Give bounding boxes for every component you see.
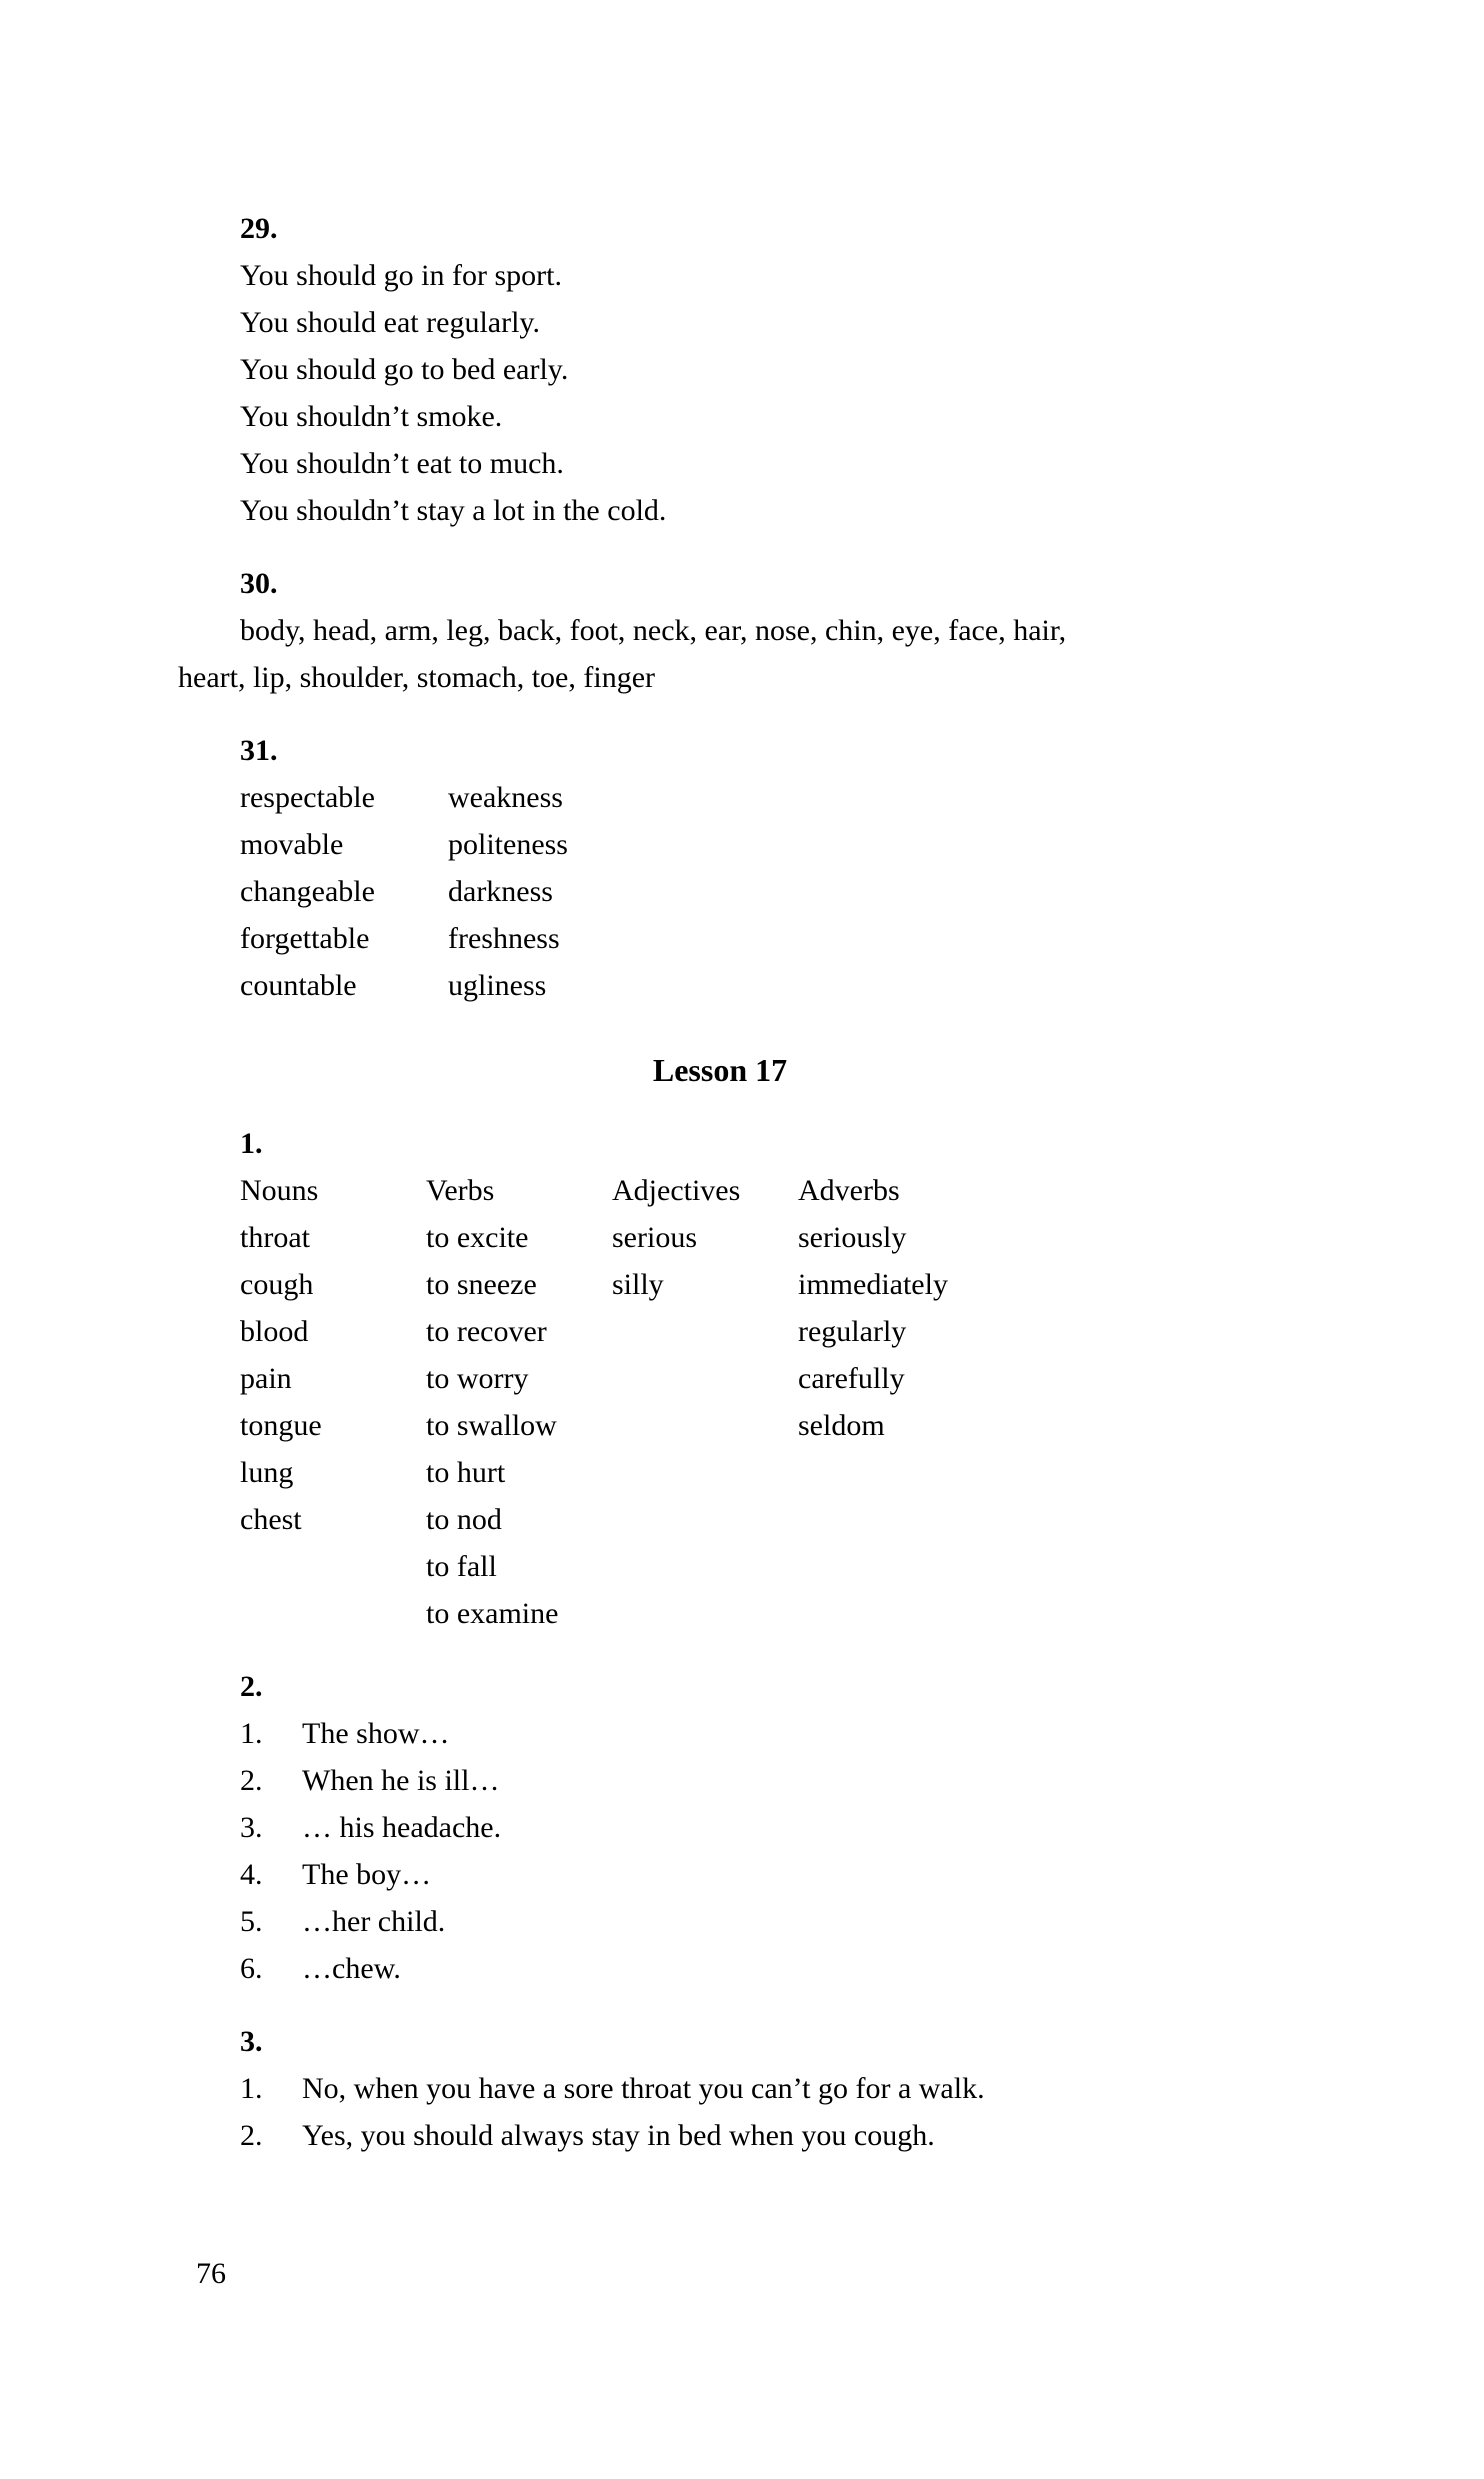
cell-verb: to fall	[426, 1550, 497, 1583]
column-header-nouns: Nouns	[240, 1174, 319, 1207]
column-header-adjectives: Adjectives	[612, 1174, 741, 1207]
exercise-2-list	[240, 1710, 1320, 1992]
table-row	[240, 1355, 1320, 1402]
cell-adjective	[612, 1449, 798, 1496]
table-row	[240, 1496, 1320, 1543]
list-item-number: 1.	[240, 2072, 263, 2105]
list-item-text: When he is ill…	[302, 1764, 500, 1797]
list-item-number: 2.	[240, 1764, 263, 1797]
table-row	[240, 962, 1320, 1009]
list-item-number: 6.	[240, 1952, 263, 1985]
cell-word: darkness	[448, 875, 553, 908]
exercise-3-label: 3.	[240, 2025, 263, 2058]
table-row	[240, 868, 1320, 915]
cell-noun: lung	[240, 1456, 294, 1489]
cell-noun: cough	[240, 1268, 314, 1301]
cell-noun: pain	[240, 1362, 292, 1395]
table-row	[240, 1261, 1320, 1308]
list-item-text: Yes, you should always stay in bed when you cough.	[302, 2119, 935, 2152]
list-item	[240, 1945, 1320, 1992]
cell-adverb	[798, 1543, 1038, 1590]
exercise-1-label: 1.	[240, 1127, 263, 1160]
cell-verb: to recover	[426, 1315, 547, 1348]
exercise-1-table	[240, 1167, 1320, 1637]
cell-adverb	[798, 1590, 1038, 1637]
list-item	[240, 1757, 1320, 1804]
cell-adverb: carefully	[798, 1362, 905, 1395]
table-row	[240, 1449, 1320, 1496]
exercise-29-line: You shouldn’t smoke.	[240, 400, 503, 433]
cell-word: changeable	[240, 875, 375, 908]
cell-noun	[240, 1543, 426, 1590]
list-item-text: The show…	[302, 1717, 450, 1750]
list-item	[240, 2112, 1320, 2159]
column-header-adverbs: Adverbs	[798, 1174, 900, 1207]
cell-word: forgettable	[240, 922, 370, 955]
table-row	[240, 774, 1320, 821]
cell-adverb	[798, 1496, 1038, 1543]
list-item-text: …chew.	[302, 1952, 401, 1985]
cell-verb: to nod	[426, 1503, 502, 1536]
exercise-29-line: You should go to bed early.	[240, 353, 569, 386]
cell-noun: throat	[240, 1221, 310, 1254]
cell-verb: to swallow	[426, 1409, 557, 1442]
cell-adverb: regularly	[798, 1315, 907, 1348]
cell-adjective: silly	[612, 1268, 664, 1301]
table-row	[240, 1214, 1320, 1261]
list-item-number: 5.	[240, 1905, 263, 1938]
table-row	[240, 1402, 1320, 1449]
cell-noun	[240, 1590, 426, 1637]
list-item-text: The boy…	[302, 1858, 432, 1891]
table-row	[240, 915, 1320, 962]
cell-noun: blood	[240, 1315, 309, 1348]
list-item-text: … his headache.	[302, 1811, 502, 1844]
cell-adjective	[612, 1543, 798, 1590]
exercise-29-line: You shouldn’t stay a lot in the cold.	[240, 494, 667, 527]
cell-word: weakness	[448, 781, 563, 814]
page-number: 76	[196, 2257, 226, 2290]
cell-adjective	[612, 1402, 798, 1449]
exercise-29-line: You should go in for sport.	[240, 259, 562, 292]
cell-word: movable	[240, 828, 344, 861]
cell-adjective	[612, 1308, 798, 1355]
list-item	[240, 1710, 1320, 1757]
list-item	[240, 1804, 1320, 1851]
cell-word: politeness	[448, 828, 568, 861]
exercise-31-table	[240, 774, 1320, 1009]
exercise-29-line: You should eat regularly.	[240, 306, 540, 339]
column-header-verbs: Verbs	[426, 1174, 495, 1207]
cell-word: ugliness	[448, 969, 547, 1002]
list-item	[240, 2065, 1320, 2112]
cell-verb: to examine	[426, 1597, 559, 1630]
cell-adverb: immediately	[798, 1268, 948, 1301]
cell-verb: to hurt	[426, 1456, 506, 1489]
cell-adverb: seldom	[798, 1409, 885, 1442]
table-row	[240, 821, 1320, 868]
cell-verb: to sneeze	[426, 1268, 537, 1301]
cell-word: respectable	[240, 781, 375, 814]
page-content	[178, 205, 1320, 2159]
list-item-number: 3.	[240, 1811, 263, 1844]
cell-adjective	[612, 1355, 798, 1402]
cell-noun: tongue	[240, 1409, 322, 1442]
exercise-30-label: 30.	[240, 567, 278, 600]
list-item	[240, 1898, 1320, 1945]
cell-verb: to excite	[426, 1221, 529, 1254]
exercise-2-label: 2.	[240, 1670, 263, 1703]
list-item-text: No, when you have a sore throat you can’t go for a walk.	[302, 2072, 985, 2105]
exercise-29-label: 29.	[240, 212, 278, 245]
exercise-3-list	[240, 2065, 1320, 2159]
exercise-31-label: 31.	[240, 734, 278, 767]
cell-word: freshness	[448, 922, 560, 955]
cell-adjective	[612, 1496, 798, 1543]
exercise-30-line: heart, lip, shoulder, stomach, toe, finger	[178, 661, 655, 694]
list-item	[240, 1851, 1320, 1898]
cell-adjective	[612, 1590, 798, 1637]
cell-verb: to worry	[426, 1362, 529, 1395]
lesson-title: Lesson 17	[652, 1052, 788, 1088]
table-row	[240, 1543, 1320, 1590]
cell-adverb: seriously	[798, 1221, 907, 1254]
table-header-row	[240, 1167, 1320, 1214]
exercise-30-body	[178, 607, 1320, 701]
table-row	[240, 1590, 1320, 1637]
list-item-text: …her child.	[302, 1905, 446, 1938]
exercise-29-line: You shouldn’t eat to much.	[240, 447, 564, 480]
list-item-number: 1.	[240, 1717, 263, 1750]
cell-word: countable	[240, 969, 357, 1002]
table-row	[240, 1308, 1320, 1355]
cell-noun: chest	[240, 1503, 302, 1536]
cell-adjective: serious	[612, 1221, 697, 1254]
exercise-30-line: body, head, arm, leg, back, foot, neck, ear, nose, chin, eye, face, hair,	[240, 614, 1067, 647]
list-item-number: 4.	[240, 1858, 263, 1891]
cell-adverb	[798, 1449, 1038, 1496]
list-item-number: 2.	[240, 2119, 263, 2152]
